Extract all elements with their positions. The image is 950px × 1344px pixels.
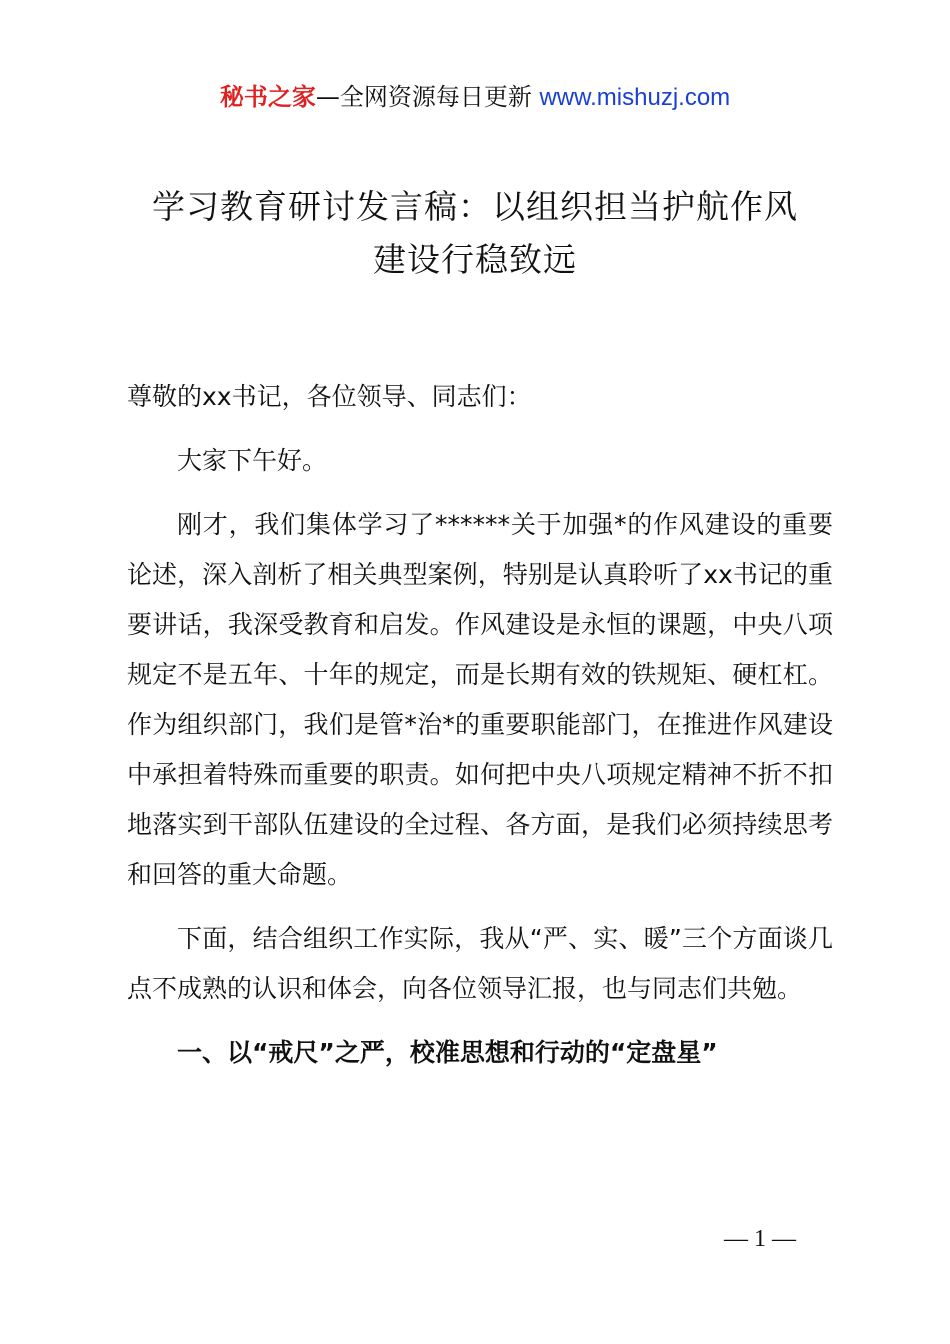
page-number: — 1 —: [724, 1226, 796, 1252]
section-heading-1: 一、以“戒尺”之严，校准思想和行动的“定盘星”: [177, 1038, 718, 1067]
site-header: [0, 80, 950, 115]
site-brand: 秘书之家: [219, 83, 316, 111]
paragraph-2: 下面，结合组织工作实际，我从“严、实、暖”三个方面谈几点不成熟的认识和体会，向各位领导汇报，也与同志们共勉。: [127, 924, 833, 1003]
title-line-2: 建设行稳致远: [373, 240, 577, 279]
greeting: 大家下午好。: [177, 446, 328, 475]
site-slogan: —全网资源每日更新: [315, 83, 532, 111]
salutation: 尊敬的xx书记，各位领导、同志们：: [127, 382, 532, 411]
title-line-1: 学习教育研讨发言稿：以组织担当护航作风: [152, 187, 798, 226]
document-title: [60, 180, 890, 286]
site-url-link[interactable]: www.mishuzj.com: [539, 84, 731, 111]
paragraph-1: 刚才，我们集体学习了******关于加强*的作风建设的重要论述，深入剖析了相关典型案例，特别是认真聆听了xx书记的重要讲话，我深受教育和启发。作风建设是永恒的课题，中央八项规定不是五年、十年的规定，而是长期有效的铁规矩、硬杠杠。作为组织部门，我们是管*治*的重要职能部门，在推进作风建设中承担着特殊而重要的职责。如何把中央八项规定精神不折不扣地落实到干部队伍建设的全过程、各方面，是我们必须持续思考和回答的重大命题。: [127, 510, 833, 889]
document-body: [127, 372, 833, 1092]
